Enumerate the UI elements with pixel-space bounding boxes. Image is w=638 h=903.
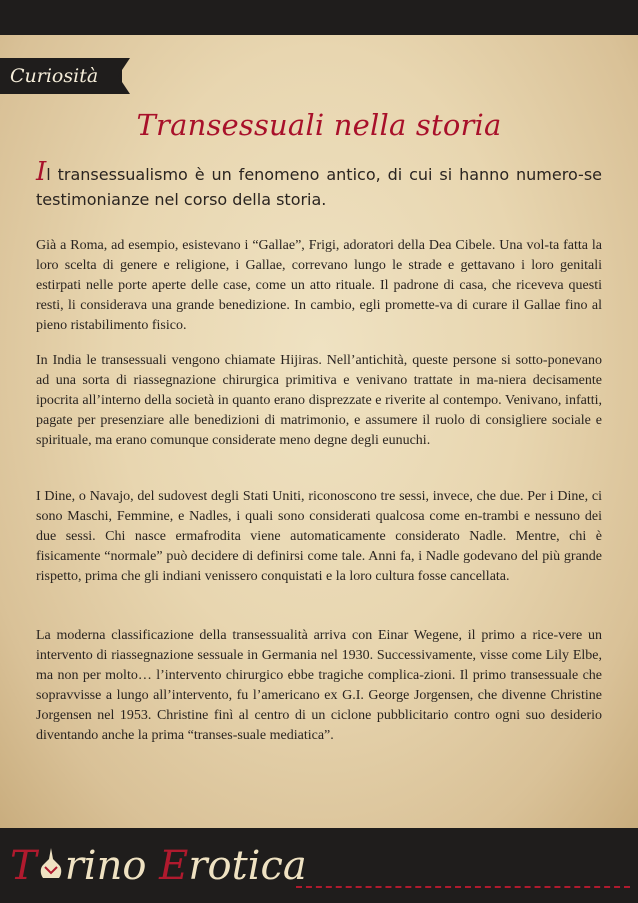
- top-bar: [0, 0, 638, 35]
- footer-dotted-rule: [296, 886, 630, 888]
- paragraph-india: In India le transessuali vengono chiamate Hijiras. Nell’antichità, queste persone si sotto-ponevano ad una sorta di riassegnazione chirurgica primitiva e venivano trattate in ma-niera decisamente ipocrita all’interno della società in quanto erano disprezzate e riverite al contempo. Venivano, infatti, pagate per presenziare alle benedizioni di matrimonio, e assumere il ruolo di consigliere sociale e spirituale, ma erano comunque considerate meno degne degli eunuchi.: [36, 353, 602, 448]
- drop-cap: I: [36, 157, 47, 187]
- logo-word-torino: rino: [64, 843, 160, 889]
- paragraph-modern: La moderna classificazione della transessualità arriva con Einar Wegene, il primo a rice-vere un intervento di riassegnazione sessuale in Germania nel 1930. Successivamente, visse come Lily Elbe, ma non per molto… l’intervento chirurgico ebbe tragiche complica-zioni. Il primo transessuale che sopravvisse a lungo all’intervento, fu l’americano ex G.I. George Jorgensen, che divenne Christine Jorgensen nel 1953. Christine finì al centro di un ciclone pubblicitario contro ogni suo desiderio diventando anche la prima “transes-suale mediatica”.: [36, 628, 602, 743]
- brand-logo: [10, 836, 307, 896]
- lead-paragraph: [36, 157, 602, 212]
- paragraph-rome: Già a Roma, ad esempio, esistevano i “Gallae”, Frigi, adoratori della Dea Cibele. Una vol-ta fatta la loro scelta di genere e religione, i Gallae, correvano lungo le strade e gettavano i loro genitali estirpati nelle porte aperte delle case, come un atto rituale. Il padrone di casa, che riceveva questi resti, li considerava una grande benedizione. In cambio, egli promette-va di curare il Gallae fino al pieno ristabilimento fisico.: [36, 238, 602, 333]
- logo-word-erotica: rotica: [188, 843, 307, 889]
- page-title: Transessuali nella storia: [136, 108, 502, 142]
- section-tag: Curiosità: [0, 58, 122, 94]
- mole-antonelliana-icon: [37, 838, 65, 872]
- section-tag-tail: [118, 58, 130, 94]
- logo-letter-t: T: [10, 843, 37, 889]
- paragraph-navajo: I Dine, o Navajo, del sudovest degli Stati Uniti, riconoscono tre sessi, invece, che due. Per i Dine, ci sono Maschi, Femmine, e Nadles, i quali sono considerati qualcosa come en-trambi e nessuno dei due sessi. Chi nasce ermafrodita viene automaticamente considerato Nadle. Mentre, chi è fisicamente “normale” può decidere di definirsi come tale. Anni fa, i Nadle godevano del più grande rispetto, prima che gli indiani venissero conquistati e la loro cultura fosse cancellata.: [36, 489, 602, 584]
- lead-text: l transessualismo è un fenomeno antico, di cui si hanno numero-se testimonianze nel corso della storia.: [36, 165, 602, 209]
- logo-letter-e: E: [159, 843, 189, 889]
